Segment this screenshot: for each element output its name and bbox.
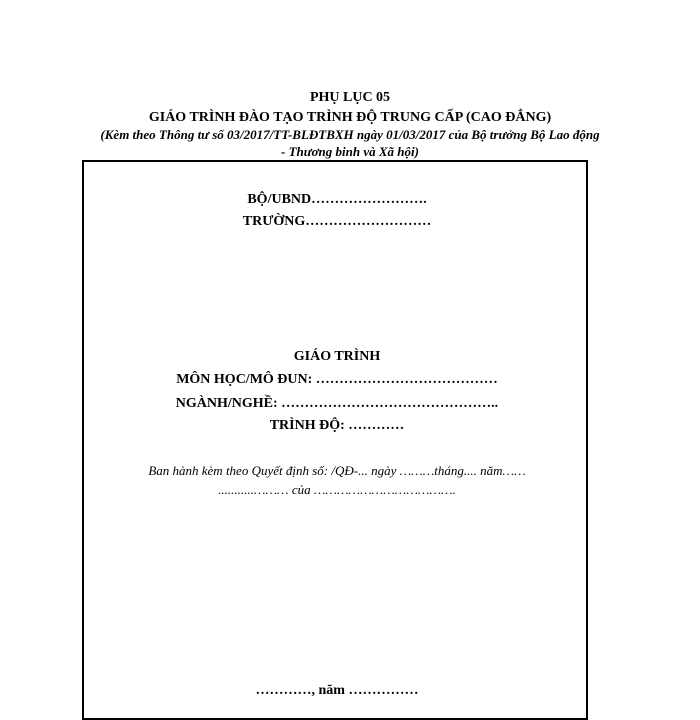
ministry-line: BỘ/UBND……………………. xyxy=(247,192,427,207)
decision-line-2: ...........……… của ………………………………. xyxy=(218,482,456,497)
place-date-line: …………, năm …………… xyxy=(255,683,419,698)
school-line: TRƯỜNG……………………… xyxy=(242,214,432,229)
subject-line: MÔN HỌC/MÔ ĐUN: ………………………………… xyxy=(176,372,498,387)
decision-line-1: Ban hành kèm theo Quyết định số: /QĐ-... ngày ………tháng.... năm…… xyxy=(148,463,526,478)
level-line: TRÌNH ĐỘ: ………… xyxy=(269,418,405,433)
textbook-heading: GIÁO TRÌNH xyxy=(293,349,381,364)
major-line: NGÀNH/NGHỀ: ……………………………………….. xyxy=(175,396,499,411)
appendix-label: PHỤ LỤC 05 xyxy=(309,90,391,105)
document-title: GIÁO TRÌNH ĐÀO TẠO TRÌNH ĐỘ TRUNG CẤP (CAO ĐẲNG) xyxy=(148,110,552,125)
legal-note-line-1: (Kèm theo Thông tư số 03/2017/TT-BLĐTBXH ngày 01/03/2017 của Bộ trưởng Bộ Lao động xyxy=(100,127,600,142)
cover-page-frame xyxy=(82,160,588,720)
legal-note-line-2: - Thương binh và Xã hội) xyxy=(281,144,419,159)
